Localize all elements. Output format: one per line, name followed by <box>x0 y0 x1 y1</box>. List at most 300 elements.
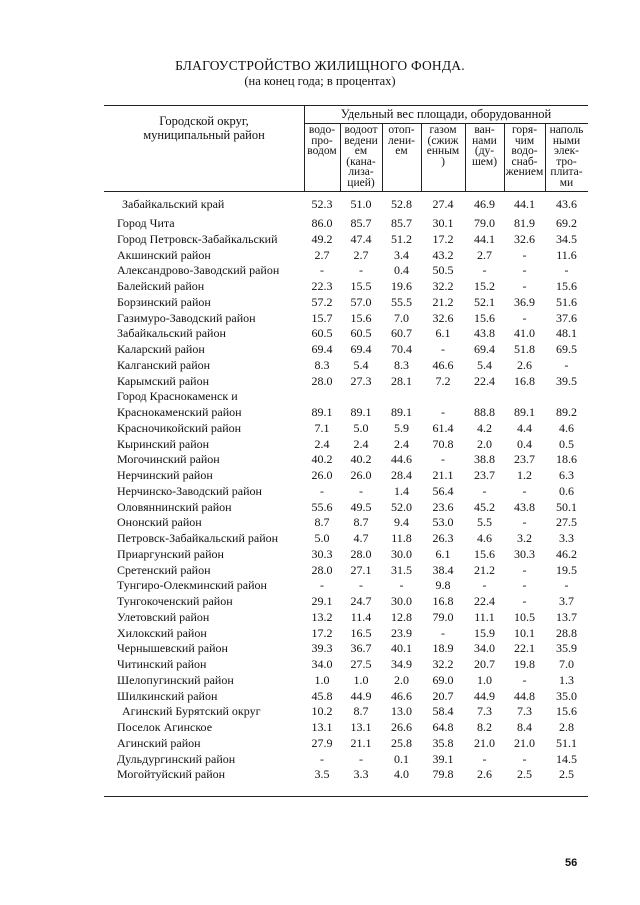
row-label: Акшинский район <box>117 247 211 262</box>
table-cell: - <box>522 515 527 530</box>
region-header-line: муниципальный район <box>143 128 265 142</box>
table-cell: 26.0 <box>311 468 333 482</box>
column-divider <box>304 105 305 191</box>
region-header-line: Городской округ, <box>159 114 249 128</box>
table-cell: - <box>522 263 527 278</box>
table-cell: 40.1 <box>391 641 412 656</box>
column-header-line: цией) <box>347 176 375 189</box>
table-cell: - <box>522 672 527 687</box>
row-label: Карымский район <box>117 373 209 388</box>
row-label: Калганский район <box>117 357 211 372</box>
table-cell: 5.0 <box>314 531 330 545</box>
table-cell: 32.2 <box>432 279 454 293</box>
table-cell: 86.0 <box>311 216 333 230</box>
table-cell: - <box>320 483 324 498</box>
table-cell: 43.8 <box>474 326 495 341</box>
table-cell: 7.1 <box>314 420 330 435</box>
column-header-line: снаб- <box>511 155 538 168</box>
table-cell: 40.2 <box>311 452 333 467</box>
table-row <box>104 279 588 295</box>
table-cell: 51.8 <box>514 342 535 356</box>
table-cell: 21.0 <box>474 735 495 750</box>
table-cell: 39.5 <box>556 373 577 388</box>
table-cell: 16.8 <box>432 594 454 608</box>
row-label: Приаргунский район <box>117 546 224 561</box>
table-row <box>104 515 588 531</box>
bottom-rule <box>104 796 588 797</box>
table-row <box>104 594 588 610</box>
row-label: Чернышевский район <box>117 641 228 656</box>
table-cell: 6.3 <box>559 468 574 482</box>
table-row <box>104 193 588 216</box>
row-label: Дульдургинский район <box>117 751 236 766</box>
table-cell: 89.1 <box>311 405 333 419</box>
table-cell: 35.9 <box>556 641 577 656</box>
table-cell: 79.0 <box>474 216 495 230</box>
table-row <box>104 342 588 358</box>
table-cell: - <box>320 578 324 593</box>
row-label: Город Чита <box>117 216 175 230</box>
table-row <box>104 657 588 673</box>
table-cell: 8.3 <box>314 357 330 372</box>
table-cell: - <box>441 342 445 356</box>
table-cell: 26.6 <box>391 720 412 734</box>
table-cell: 32.2 <box>432 657 454 671</box>
table-cell: - <box>564 578 569 593</box>
table-cell: 19.5 <box>556 562 577 577</box>
table-cell: 46.6 <box>432 357 454 372</box>
row-label: Улетовский район <box>117 609 210 624</box>
table-cell: 7.0 <box>394 310 409 325</box>
table-cell: 27.5 <box>556 515 577 530</box>
table-cell: 15.5 <box>350 279 372 293</box>
column-header-line: отоп- <box>388 124 415 136</box>
table-cell: 23.6 <box>432 499 454 514</box>
column-header-line: элек- <box>554 145 579 157</box>
column-header-line: плита- <box>550 166 583 178</box>
table-cell: 0.1 <box>394 751 409 766</box>
table-cell: - <box>359 578 363 593</box>
column-header-line: водом <box>307 145 337 157</box>
table-cell: 7.3 <box>517 704 532 719</box>
table-cell: 46.6 <box>391 688 412 703</box>
table-cell: 4.6 <box>559 420 574 435</box>
table-cell: 21.2 <box>474 562 495 577</box>
table-cell: 9.8 <box>435 578 451 593</box>
column-header-line: (кана- <box>346 155 376 168</box>
table-cell: 10.5 <box>514 609 535 624</box>
table-row <box>104 389 588 405</box>
table-cell: 4.2 <box>477 420 492 435</box>
table-cell: 2.4 <box>394 436 409 451</box>
table-cell: 2.7 <box>353 247 369 262</box>
row-label: Могочинский район <box>117 452 220 467</box>
row-label: Тунгиро-Олекминский район <box>117 578 267 593</box>
table-cell: 15.6 <box>350 310 372 325</box>
column-header-line: (ду- <box>474 145 495 157</box>
column-divider <box>340 123 341 191</box>
table-cell: 35.0 <box>556 688 577 703</box>
row-label: Нерчинско-Заводский район <box>117 483 262 498</box>
table-cell: - <box>522 562 527 577</box>
column-header-line: наполь <box>549 124 584 136</box>
table-cell: 44.6 <box>391 452 412 467</box>
table-cell: - <box>482 483 487 498</box>
table-cell: 5.4 <box>353 357 369 372</box>
table-cell: 28.0 <box>311 562 333 577</box>
table-cell: 0.5 <box>559 436 574 451</box>
table-cell: 27.4 <box>432 197 454 211</box>
table-cell: 28.8 <box>556 625 577 640</box>
table-cell: 43.6 <box>556 197 577 211</box>
table-cell: 28.0 <box>350 546 372 561</box>
table-cell: 22.3 <box>311 279 333 293</box>
table-cell: - <box>564 357 569 372</box>
table-cell: 28.1 <box>391 373 412 388</box>
table-cell: 88.8 <box>474 405 495 419</box>
table-row <box>104 452 588 468</box>
table-cell: 58.4 <box>432 704 454 719</box>
table-row <box>104 484 588 500</box>
header-bottom-rule <box>104 191 588 192</box>
table-cell: 0.4 <box>517 436 532 451</box>
table-row <box>104 295 588 311</box>
table-cell: 79.0 <box>432 609 454 624</box>
table-cell: 37.6 <box>556 310 577 325</box>
row-label: Петровск-Забайкальский район <box>117 531 279 545</box>
column-header-line: чим <box>514 134 535 147</box>
row-label: Каларский район <box>117 342 205 356</box>
table-cell: 13.2 <box>311 609 333 624</box>
table-cell: 24.7 <box>350 594 372 608</box>
table-cell: 46.9 <box>474 197 495 211</box>
table-cell: 19.6 <box>391 279 412 293</box>
row-label: Борзинский район <box>117 294 211 309</box>
column-divider <box>382 123 383 191</box>
column-header-line: горя- <box>511 124 538 136</box>
column-header-line: тро- <box>556 155 577 168</box>
table-row <box>104 374 588 390</box>
row-label: Забайкальский край <box>122 197 225 211</box>
column-header-line: нами <box>472 134 497 147</box>
table-cell: - <box>441 625 445 640</box>
table-cell: 60.5 <box>350 326 372 341</box>
table-cell: 4.0 <box>394 767 409 782</box>
table-cell: 44.9 <box>350 688 372 703</box>
column-header-line: ван- <box>474 124 495 136</box>
table-row <box>104 736 588 752</box>
table-row <box>104 641 588 657</box>
table-cell: 7.0 <box>559 657 574 671</box>
column-header-line: ем <box>395 145 408 157</box>
table-cell: - <box>359 751 363 766</box>
row-label: Хилокский район <box>117 625 207 640</box>
table-cell: 1.3 <box>559 672 574 687</box>
table-cell: 36.7 <box>350 641 372 656</box>
table-cell: 49.5 <box>350 499 372 514</box>
table-row <box>104 437 588 453</box>
table-cell: 41.0 <box>514 326 535 341</box>
table-row <box>104 248 588 264</box>
table-cell: 44.1 <box>514 197 535 211</box>
table-cell: 56.4 <box>432 483 454 498</box>
table-cell: 1.0 <box>314 672 330 687</box>
table-row <box>104 720 588 736</box>
table-cell: - <box>482 578 487 593</box>
table-cell: 34.0 <box>474 641 495 656</box>
table-cell: 10.1 <box>514 625 535 640</box>
table-cell: 21.2 <box>432 294 454 309</box>
column-header <box>545 125 588 188</box>
table-row <box>104 232 588 248</box>
table-cell: 43.2 <box>432 247 454 262</box>
row-label: Сретенский район <box>117 562 211 577</box>
column-divider <box>421 123 422 191</box>
column-header <box>465 125 504 167</box>
table-cell: 36.9 <box>514 294 535 309</box>
table-cell: 39.3 <box>311 641 333 656</box>
column-header-line: жением <box>505 166 544 178</box>
column-header-line: водо- <box>308 124 336 136</box>
table-cell: 30.0 <box>391 546 412 561</box>
table-cell: 7.3 <box>477 704 492 719</box>
table-cell: 55.6 <box>311 499 333 514</box>
table-cell: 85.7 <box>391 216 412 230</box>
table-cell: 3.4 <box>394 247 409 262</box>
table-cell: 69.4 <box>311 342 333 356</box>
table-cell: 2.6 <box>477 767 492 782</box>
column-header-line: шем) <box>471 155 498 168</box>
row-label: Читинский район <box>117 657 207 671</box>
table-row <box>104 531 588 547</box>
table-cell: 13.0 <box>391 704 412 719</box>
table-cell: 89.1 <box>350 405 372 419</box>
table-cell: 38.8 <box>474 452 495 467</box>
table-row <box>104 704 588 720</box>
column-header <box>421 125 465 167</box>
table-cell: 30.3 <box>514 546 535 561</box>
row-label: Нерчинский район <box>117 468 213 482</box>
table-cell: 50.1 <box>556 499 577 514</box>
table-cell: 61.4 <box>432 420 454 435</box>
table-cell: 52.3 <box>311 197 333 211</box>
table-cell: 3.3 <box>559 531 574 545</box>
column-header-line: про- <box>311 134 333 147</box>
table-cell: 13.1 <box>350 720 372 734</box>
table-cell: 55.5 <box>391 294 412 309</box>
table-cell: - <box>522 279 527 293</box>
table-row <box>104 767 588 783</box>
table-cell: 64.8 <box>432 720 454 734</box>
row-label: Могойтуйский район <box>117 767 226 782</box>
table-cell: 46.2 <box>556 546 577 561</box>
table-cell: 8.7 <box>314 515 330 530</box>
table-cell: 2.5 <box>559 767 574 782</box>
table-cell: 1.0 <box>477 672 492 687</box>
table-cell: 27.3 <box>350 373 372 388</box>
column-header-line: лиза- <box>348 166 374 178</box>
table-cell: 1.2 <box>517 468 532 482</box>
table-cell: 45.2 <box>474 499 495 514</box>
table-row <box>104 673 588 689</box>
table-row <box>104 326 588 342</box>
table-cell: - <box>564 263 569 278</box>
region-column-header <box>104 114 304 142</box>
column-header-line: лени- <box>388 134 415 147</box>
row-label: Тунгокоченский район <box>117 594 233 608</box>
table-cell: 30.1 <box>432 216 454 230</box>
table-cell: 23.7 <box>474 468 495 482</box>
table-cell: 22.4 <box>474 594 495 608</box>
table-cell: 11.8 <box>391 531 412 545</box>
table-cell: 28.0 <box>311 373 333 388</box>
table-subtitle: (на конец года; в процентах) <box>244 74 396 88</box>
table-cell: 15.6 <box>556 279 577 293</box>
table-cell: 48.1 <box>556 326 577 341</box>
table-cell: 69.4 <box>350 342 372 356</box>
table-cell: 18.6 <box>556 452 577 467</box>
table-cell: 7.2 <box>435 373 451 388</box>
table-cell: 2.7 <box>477 247 492 262</box>
table-cell: 25.8 <box>391 735 412 750</box>
table-cell: 16.5 <box>350 625 372 640</box>
table-cell: 16.8 <box>514 373 535 388</box>
table-cell: 34.5 <box>556 231 577 246</box>
table-cell: 13.1 <box>311 720 333 734</box>
table-cell: 69.2 <box>556 216 577 230</box>
row-label: Агинский Бурятский округ <box>122 704 261 719</box>
table-cell: 2.0 <box>394 672 409 687</box>
table-cell: 60.5 <box>311 326 333 341</box>
table-row <box>104 547 588 563</box>
table-cell: 51.1 <box>556 735 577 750</box>
table-cell: 30.3 <box>311 546 333 561</box>
table-cell: 2.0 <box>477 436 492 451</box>
table-cell: 51.0 <box>350 197 372 211</box>
table-cell: 17.2 <box>432 231 454 246</box>
table-cell: 22.4 <box>474 373 495 388</box>
table-row <box>104 358 588 374</box>
table-cell: 79.8 <box>432 767 454 782</box>
table-row <box>104 689 588 705</box>
table-cell: 30.0 <box>391 594 412 608</box>
row-label: Красночикойский район <box>117 420 242 435</box>
table-cell: 39.1 <box>432 751 454 766</box>
table-cell: 8.7 <box>353 704 369 719</box>
table-cell: 35.8 <box>432 735 454 750</box>
table-cell: - <box>441 405 445 419</box>
row-label: Краснокаменский район <box>117 405 242 419</box>
column-header-line: ) <box>441 155 445 168</box>
table-cell: - <box>522 594 527 608</box>
table-cell: 8.2 <box>477 720 492 734</box>
table-cell: 89.1 <box>391 405 412 419</box>
table-cell: - <box>359 483 363 498</box>
table-cell: 81.9 <box>514 216 535 230</box>
table-row <box>104 578 588 594</box>
table-cell: 4.6 <box>477 531 492 545</box>
table-cell: 1.0 <box>353 672 369 687</box>
table-cell: 32.6 <box>432 310 454 325</box>
table-cell: 0.4 <box>394 263 409 278</box>
table-cell: 43.8 <box>514 499 535 514</box>
table-cell: 20.7 <box>432 688 454 703</box>
table-cell: 11.1 <box>474 609 495 624</box>
table-cell: 2.8 <box>559 720 574 734</box>
table-row <box>104 311 588 327</box>
table-cell: 44.9 <box>474 688 495 703</box>
table-cell: 15.6 <box>556 704 577 719</box>
table-cell: 38.4 <box>432 562 454 577</box>
row-label: Ононский район <box>117 515 202 530</box>
column-header <box>382 125 421 157</box>
table-cell: 45.8 <box>311 688 333 703</box>
table-cell: 28.4 <box>391 468 412 482</box>
table-cell: 6.1 <box>435 546 451 561</box>
table-cell: 3.5 <box>314 767 330 782</box>
table-cell: 47.4 <box>350 231 372 246</box>
table-cell: 3.2 <box>517 531 532 545</box>
table-cell: 31.5 <box>391 562 412 577</box>
table-cell: 14.5 <box>556 751 577 766</box>
table-cell: 89.2 <box>556 405 577 419</box>
table-row <box>104 500 588 516</box>
table-cell: 8.7 <box>353 515 369 530</box>
table-cell: 69.0 <box>432 672 454 687</box>
table-body <box>104 193 588 783</box>
table-cell: 27.9 <box>311 735 333 750</box>
row-label: Город Петровск-Забайкальский <box>117 231 278 246</box>
table-cell: 5.0 <box>353 420 369 435</box>
column-divider <box>545 123 546 191</box>
table-cell: 89.1 <box>514 405 535 419</box>
table-cell: 6.1 <box>435 326 451 341</box>
table-cell: 18.9 <box>432 641 454 656</box>
table-row <box>104 421 588 437</box>
column-header-line: ем <box>354 145 368 157</box>
table-cell: 50.5 <box>432 263 454 278</box>
table-cell: 23.9 <box>391 625 412 640</box>
table-row <box>104 263 588 279</box>
column-divider <box>465 123 466 191</box>
row-label: Шилкинский район <box>117 688 218 703</box>
table-cell: 70.4 <box>391 342 412 356</box>
row-label: Оловяннинский район <box>117 499 232 514</box>
column-header <box>504 125 545 178</box>
table-cell: 15.7 <box>311 310 333 325</box>
table-cell: 12.8 <box>391 609 412 624</box>
column-header-line: ведени <box>344 134 378 147</box>
table-cell: 2.4 <box>314 436 330 451</box>
table-cell: 85.7 <box>350 216 372 230</box>
column-header <box>304 125 340 157</box>
row-label: Забайкальский район <box>117 326 226 341</box>
table-cell: 13.7 <box>556 609 577 624</box>
table-cell: 1.4 <box>394 483 409 498</box>
table-row <box>104 468 588 484</box>
table-cell: 44.8 <box>514 688 535 703</box>
table-cell: 69.5 <box>556 342 577 356</box>
table-cell: 11.4 <box>350 609 372 624</box>
table-cell: 44.1 <box>474 231 495 246</box>
table-cell: 49.2 <box>311 231 333 246</box>
table-cell: 52.1 <box>474 294 495 309</box>
table-cell: 2.7 <box>314 247 330 262</box>
row-label: Александрово-Заводский район <box>117 263 280 278</box>
table-cell: 8.3 <box>394 357 409 372</box>
table-cell: 20.7 <box>474 657 495 671</box>
page-number: 56 <box>565 857 578 869</box>
